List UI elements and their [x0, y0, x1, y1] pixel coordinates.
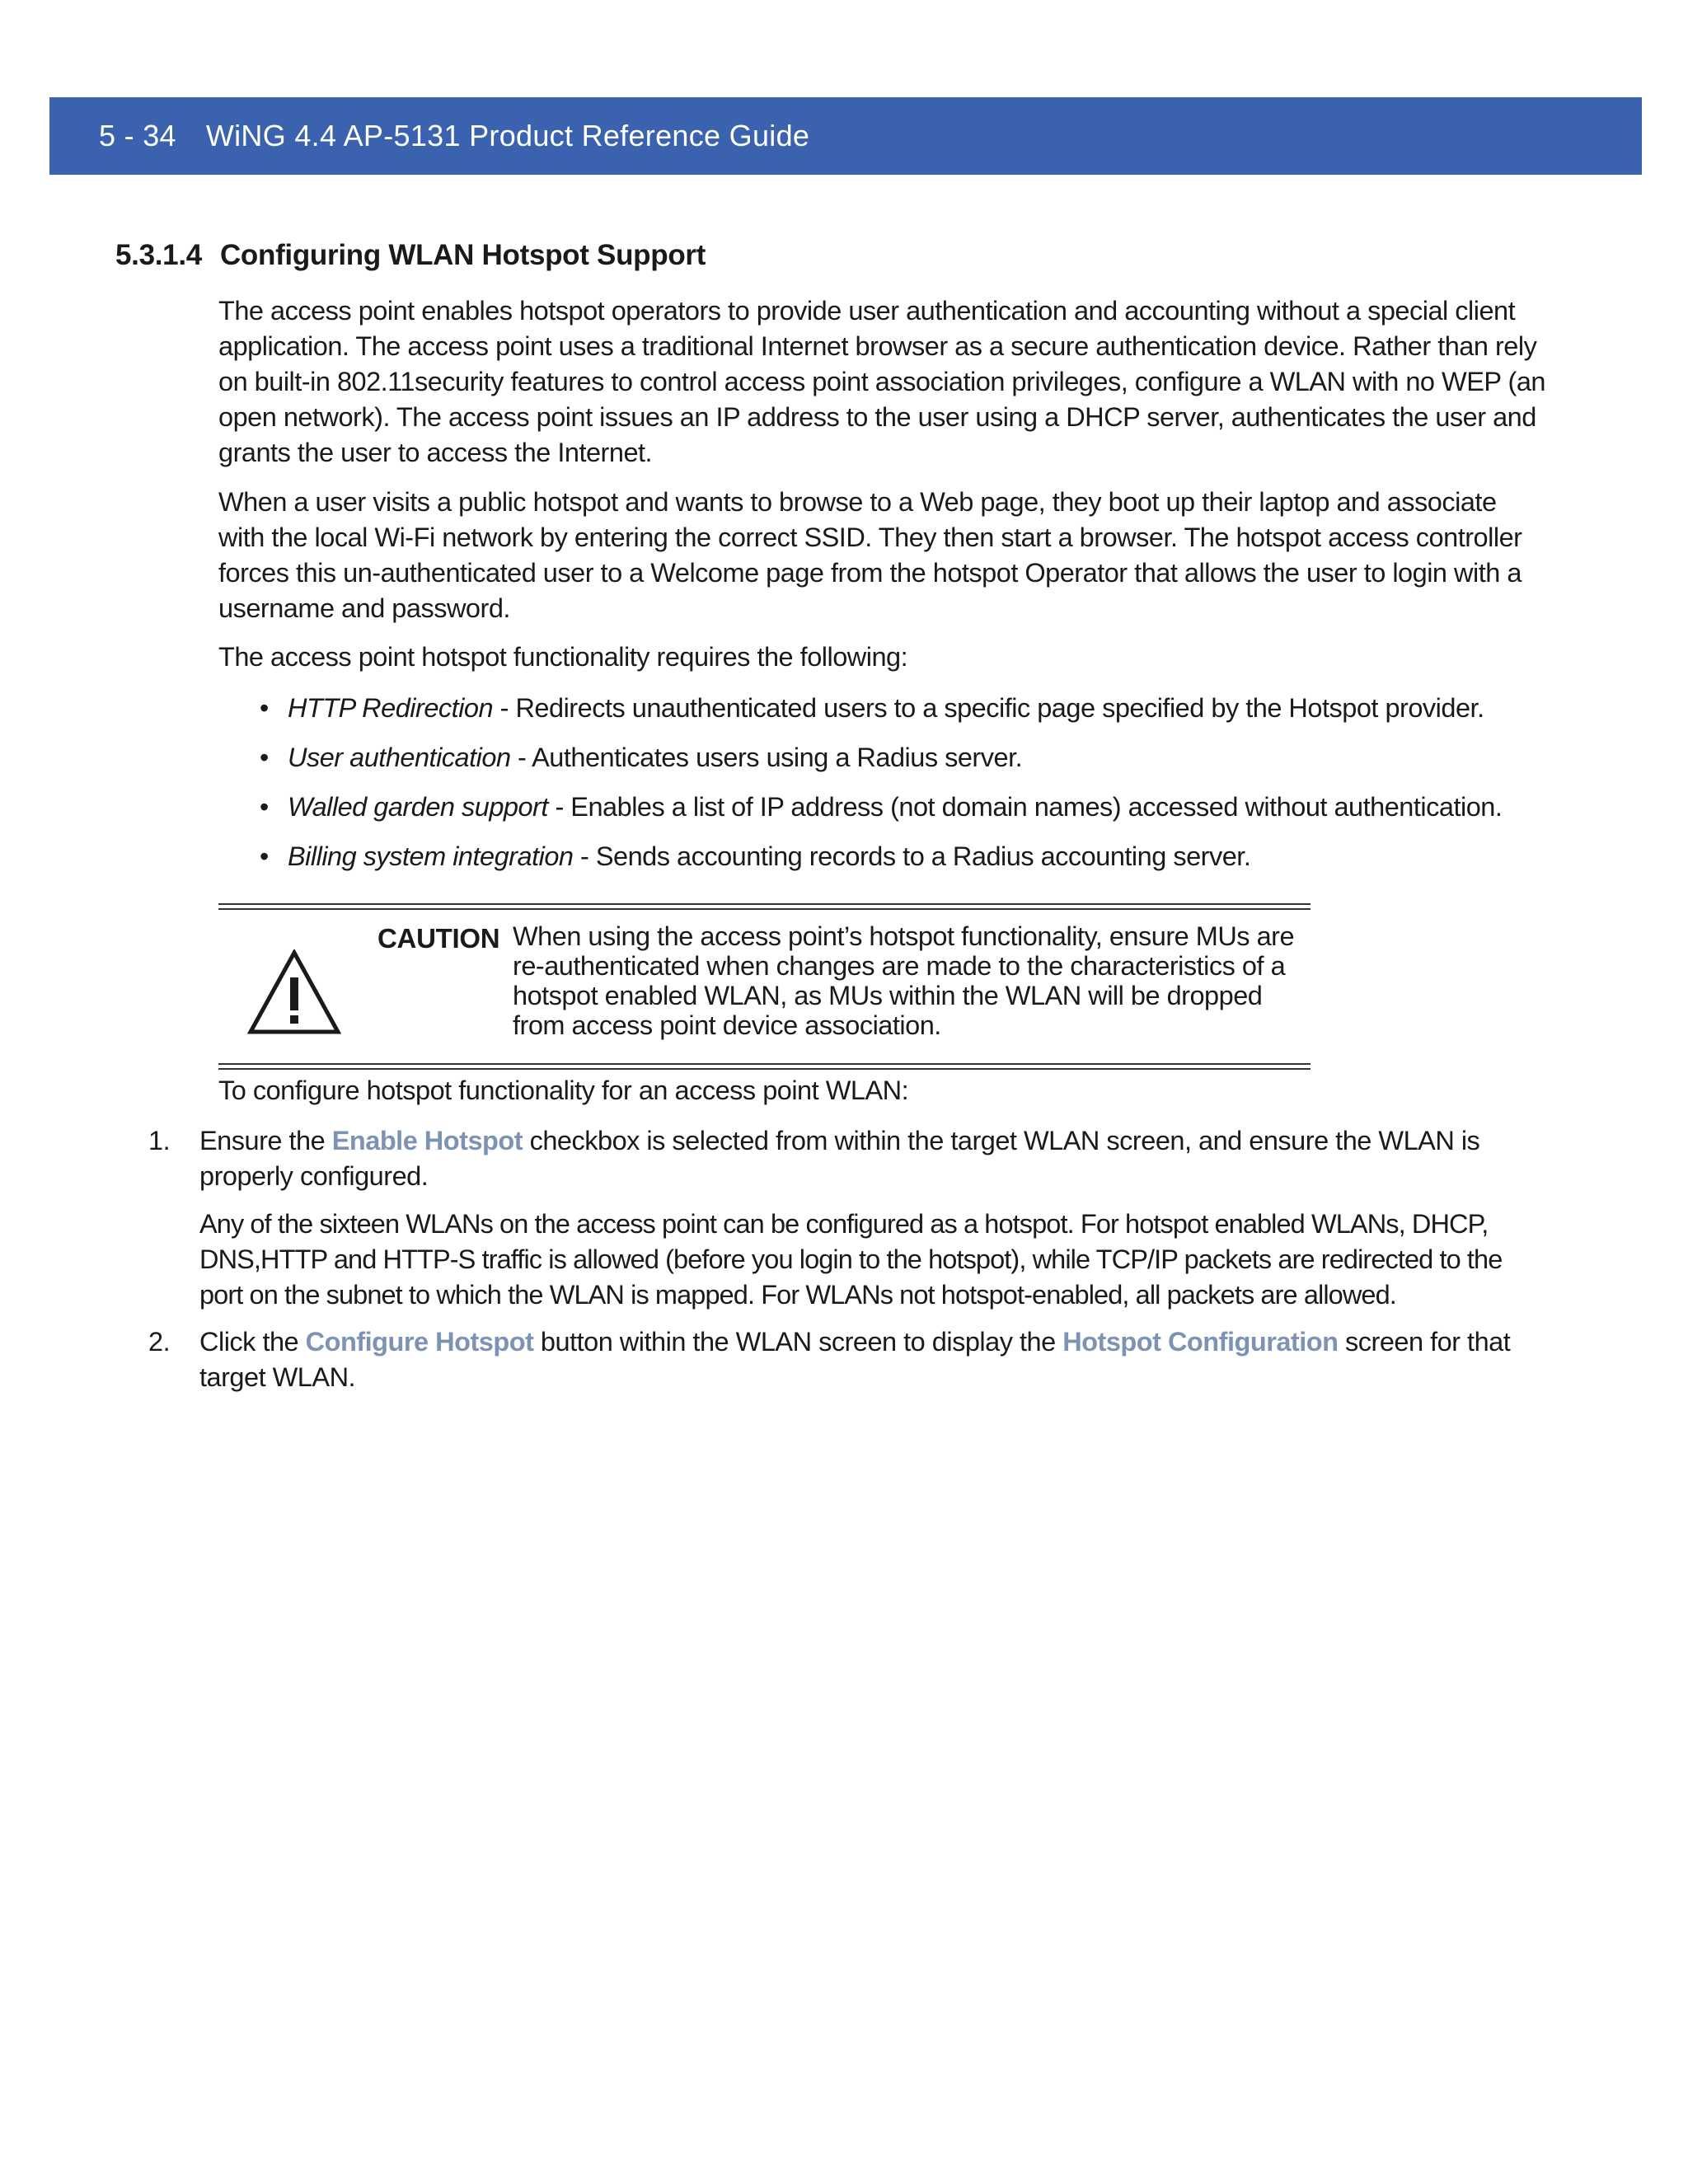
list-item-term: HTTP Redirection	[288, 693, 494, 723]
list-item-term: User authentication	[288, 743, 511, 772]
hotspot-configuration-reference: Hotspot Configuration	[1062, 1327, 1339, 1357]
step-number: 1.	[148, 1126, 171, 1155]
step-number: 2.	[148, 1327, 171, 1357]
configure-hotspot-reference: Configure Hotspot	[305, 1327, 534, 1357]
procedure-intro: To configure hotspot functionality for an access point WLAN:	[218, 1076, 909, 1105]
requirements-list	[260, 691, 1554, 888]
list-item-desc: - Authenticates users using a Radius server.	[510, 743, 1023, 772]
caution-label: CAUTION	[377, 923, 500, 954]
enable-hotspot-reference: Enable Hotspot	[331, 1126, 523, 1155]
section-number: 5.3.1.4	[115, 239, 202, 271]
caution-text: When using the access point’s hotspot functionality, ensure MUs are re-authenticated when changes are made to the characteristics of a hotspot enabled WLAN, as MUs within the WLAN will be dropped from access point device association.	[513, 921, 1295, 1040]
hotspot-usage-paragraph: When a user visits a public hotspot and wants to browse to a Web page, they boot up their laptop and associate with the local Wi-Fi network by entering the correct SSID. They then start a browser. The hotspot access controller forces this un-authenticated user to a Welcome page from the hotspot Operator that allows the user to login with a username and password.	[218, 487, 1522, 623]
list-item-desc: - Sends accounting records to a Radius accounting server.	[573, 841, 1251, 871]
list-item-desc: - Enables a list of IP address (not domain names) accessed without authentication.	[547, 792, 1503, 822]
section-heading	[115, 239, 706, 272]
list-item	[260, 691, 1554, 740]
list-item	[260, 839, 1554, 888]
step-text: button within the WLAN screen to display the	[533, 1327, 1063, 1357]
bullet-dot-icon: •	[260, 792, 269, 822]
bullet-dot-icon: •	[260, 841, 269, 871]
bullet-dot-icon: •	[260, 693, 269, 723]
step-text: Click the	[199, 1327, 306, 1357]
step-text: screen for that target WLAN.	[199, 1327, 1511, 1392]
page-header-bar	[49, 97, 1642, 175]
list-item	[260, 790, 1554, 839]
step-text: checkbox is selected from within the target WLAN screen, and ensure the WLAN is properly configured.	[199, 1126, 1480, 1191]
section-title: Configuring WLAN Hotspot Support	[219, 239, 706, 271]
requirements-paragraph: The access point hotspot functionality requires the following:	[218, 642, 908, 672]
step-text: Ensure the	[199, 1126, 332, 1155]
bullet-dot-icon: •	[260, 743, 269, 772]
list-item-term: Billing system integration	[288, 841, 574, 871]
list-item	[260, 740, 1554, 790]
caution-top-rule	[218, 903, 1311, 910]
intro-paragraph: The access point enables hotspot operators to provide user authentication and accounting without a special client application. The access point uses a traditional Internet browser as a secure authentication device. Rather than rely on built-in 802.11security features to control access point association privileges, configure a WLAN with no WEP (an open network). The access point issues an IP address to the user using a DHCP server, authenticates the user and grants the user to access the Internet.	[218, 296, 1545, 467]
page-number: 5 - 34	[99, 119, 176, 152]
list-item-desc: - Redirects unauthenticated users to a specific page specified by the Hotspot provider.	[493, 693, 1484, 723]
document-title: WiNG 4.4 AP-5131 Product Reference Guide	[205, 119, 810, 152]
caution-bottom-rule	[218, 1063, 1311, 1070]
warning-triangle-icon	[247, 949, 341, 1035]
list-item-term: Walled garden support	[288, 792, 548, 822]
step-1-detail: Any of the sixteen WLANs on the access point can be configured as a hotspot. For hotspot enabled WLANs, DHCP, DNS,HTTP and HTTP-S traffic is allowed (before you login to the hotspot), while TCP/IP packets are redirected to the port on the subnet to which the WLAN is mapped. For WLANs not hotspot-enabled, all packets are allowed.	[199, 1209, 1503, 1310]
